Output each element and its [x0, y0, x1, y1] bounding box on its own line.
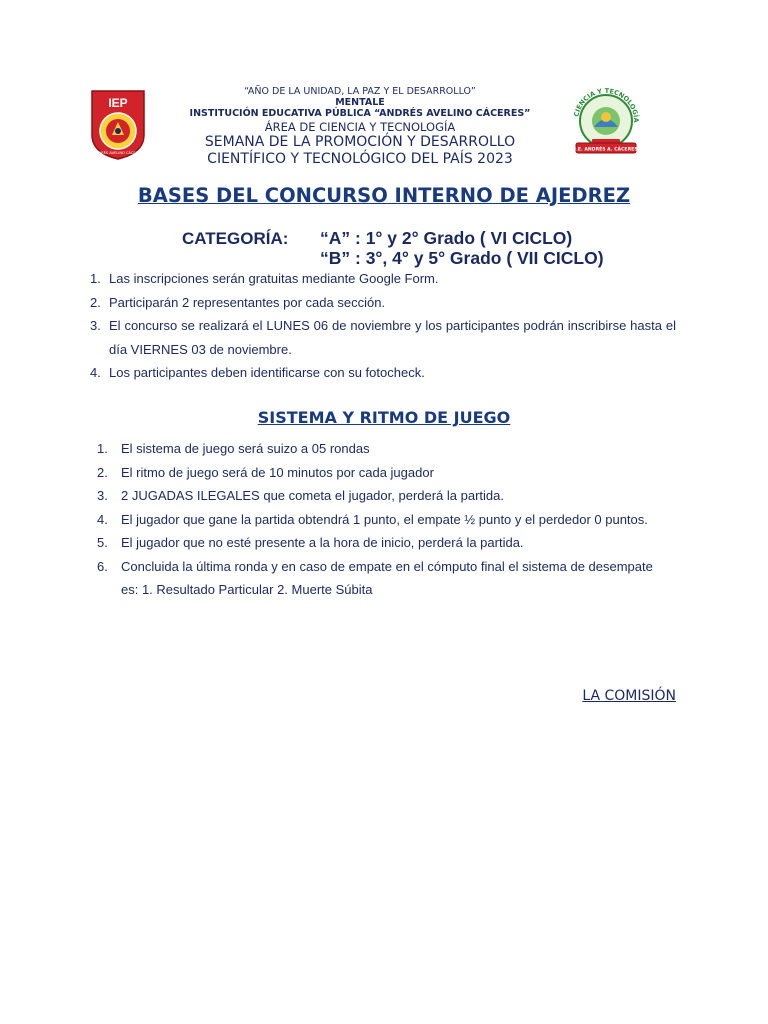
- item-number: 3.: [90, 318, 101, 333]
- list-item: [97, 484, 657, 508]
- emblem-iep-text: IEP: [108, 96, 128, 110]
- item-text: Concluida la última ronda y en caso de empate en el cómputo final el sistema de desempate es: 1. Resultado Particular 2. Muerte Súbita: [121, 558, 653, 597]
- item-text: Las inscripciones serán gratuitas mediante Google Form.: [109, 271, 439, 286]
- item-text: 2 JUGADAS ILEGALES que cometa el jugador, perderá la partida.: [121, 488, 504, 503]
- ciencia-tecnologia-emblem: [570, 83, 642, 159]
- item-number: 5.: [97, 535, 108, 550]
- header-week-line1: SEMANA DE LA PROMOCIÓN Y DESARROLLO: [204, 134, 516, 150]
- item-text: Los participantes deben identificarse con su fotocheck.: [109, 365, 425, 380]
- item-number: 4.: [90, 365, 101, 380]
- header-motto: “AÑO DE LA UNIDAD, LA PAZ Y EL DESARROLLO”: [244, 86, 476, 97]
- item-number: 4.: [97, 511, 108, 527]
- header-institution: INSTITUCIÓN EDUCATIVA PÚBLICA “ANDRÉS AVELINO CÁCERES”: [189, 108, 531, 119]
- item-number: 1.: [97, 441, 108, 456]
- item-number: 2.: [90, 294, 101, 310]
- item-text: El jugador que gane la partida obtendrá 1 punto, el empate ½ punto y el perdedor 0 puntos.: [121, 511, 648, 527]
- list-item: [90, 361, 676, 385]
- emblem-banner-text: I.E. ANDRÉS A. CÁCERES: [574, 147, 638, 153]
- list-item: [97, 508, 657, 532]
- item-text: El ritmo de juego será de 10 minutos por cada jugador: [121, 464, 434, 480]
- header-week-line2: CIENTÍFICO Y TECNOLÓGICO DEL PAÍS 2023: [207, 151, 513, 167]
- item-number: 3.: [97, 488, 108, 503]
- category-b: “B” : 3°, 4° y 5° Grado ( VII CICLO): [320, 248, 604, 268]
- list-item: [97, 437, 657, 461]
- system-rules-list: [97, 437, 657, 602]
- iep-school-emblem: [90, 89, 146, 161]
- list-item: [90, 314, 676, 361]
- rules-list: [90, 267, 676, 385]
- emblem-ring-text: ANDRÉS AVELINO CÁCERES: [93, 151, 143, 155]
- document-title: BASES DEL CONCURSO INTERNO DE AJEDREZ: [137, 184, 631, 207]
- category-a: “A” : 1° y 2° Grado ( VI CICLO): [320, 228, 573, 248]
- list-item: [97, 461, 657, 485]
- header-place: MENTALE: [335, 97, 385, 108]
- signature: LA COMISIÓN: [582, 688, 676, 704]
- header-area: ÁREA DE CIENCIA Y TECNOLOGÍA: [264, 120, 456, 134]
- item-number: 2.: [97, 464, 108, 480]
- list-item: [97, 555, 657, 602]
- emblem-arc-text: CIENCIA Y TECNOLOGÍA: [572, 86, 641, 123]
- item-text: El jugador que no esté presente a la hora de inicio, perderá la partida.: [121, 535, 524, 550]
- list-item: [90, 291, 676, 315]
- item-text: El concurso se realizará el LUNES 06 de noviembre y los participantes podrán inscribirse hasta el día VIERNES 03 de noviembre.: [109, 318, 676, 357]
- list-item: [97, 531, 657, 555]
- item-text: Participarán 2 representantes por cada sección.: [109, 294, 386, 310]
- category-label: CATEGORÍA:: [182, 229, 289, 248]
- item-number: 6.: [97, 558, 108, 574]
- item-number: 1.: [90, 271, 101, 286]
- item-text: El sistema de juego será suizo a 05 rondas: [121, 441, 370, 456]
- system-section-title: SISTEMA Y RITMO DE JUEGO: [257, 408, 511, 427]
- list-item: [90, 267, 676, 291]
